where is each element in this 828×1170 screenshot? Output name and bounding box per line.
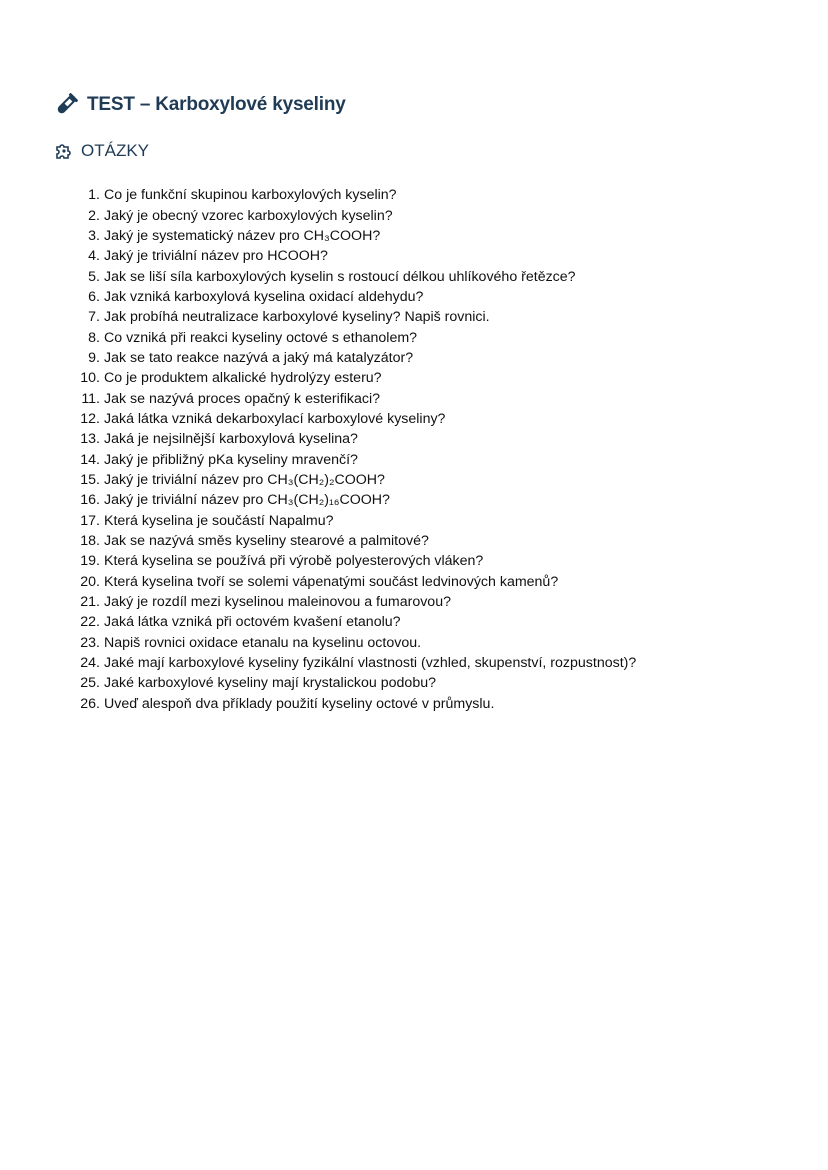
question-text: Jak se nazývá proces opačný k esterifikaci?	[104, 390, 380, 407]
question-text: Napiš rovnici oxidace etanalu na kyselinu octovou.	[104, 634, 422, 651]
question-item	[70, 226, 636, 246]
question-number: 21.	[80, 594, 100, 611]
question-item	[70, 531, 636, 551]
question-item	[70, 633, 636, 653]
question-number: 26.	[80, 695, 100, 712]
question-number: 5.	[88, 268, 100, 285]
question-item	[70, 592, 636, 612]
question-text: Jaký je triviální název pro HCOOH?	[104, 248, 328, 265]
question-item	[70, 287, 636, 307]
question-text: Co je produktem alkalické hydrolýzy esteru?	[104, 370, 382, 387]
test-tube-icon	[53, 92, 79, 118]
question-text: Jaký je rozdíl mezi kyselinou maleinovou a fumarovou?	[104, 594, 451, 611]
question-number: 11.	[81, 390, 100, 407]
question-text: Jaké karboxylové kyseliny mají krystalickou podobu?	[104, 675, 436, 692]
section-row	[53, 140, 149, 162]
question-number: 25.	[80, 675, 100, 692]
question-text: Která kyselina je součástí Napalmu?	[104, 512, 334, 529]
question-item	[70, 185, 636, 205]
question-item	[70, 449, 636, 469]
question-text: Jak probíhá neutralizace karboxylové kyseliny? Napiš rovnici.	[104, 309, 490, 326]
question-text: Jaký je triviální název pro CH₃(CH₂)₂COOH?	[104, 471, 385, 488]
question-number: 2.	[88, 207, 100, 224]
question-list	[70, 185, 636, 714]
question-number: 1.	[88, 187, 100, 204]
question-text: Která kyselina se používá při výrobě polyesterových vláken?	[104, 553, 484, 570]
question-text: Jak vzniká karboxylová kyselina oxidací aldehydu?	[104, 288, 424, 305]
question-text: Jaká látka vzniká při octovém kvašení etanolu?	[104, 614, 401, 631]
question-number: 4.	[88, 248, 100, 265]
question-text: Jaký je obecný vzorec karboxylových kyselin?	[104, 207, 393, 224]
question-text: Co vzniká při reakci kyseliny octové s ethanolem?	[104, 329, 418, 346]
question-item	[70, 551, 636, 571]
question-number: 15.	[80, 471, 100, 488]
question-item	[70, 348, 636, 368]
question-number: 9.	[88, 349, 100, 366]
question-number: 22.	[80, 614, 100, 631]
question-text: Jaký je přibližný pKa kyseliny mravenčí?	[104, 451, 358, 468]
question-number: 23.	[80, 634, 100, 651]
question-number: 17.	[80, 512, 100, 529]
question-item	[70, 673, 636, 693]
question-text: Jaká je nejsilnější karboxylová kyselina?	[104, 431, 358, 448]
question-text: Jaký je systematický název pro CH₃COOH?	[104, 227, 381, 244]
question-item	[70, 470, 636, 490]
question-text: Uveď alespoň dva příklady použití kyseliny octové v průmyslu.	[104, 695, 495, 712]
question-number: 14.	[80, 451, 100, 468]
title-row	[53, 92, 346, 118]
question-number: 19.	[80, 553, 100, 570]
question-number: 16.	[80, 492, 100, 509]
question-text: Která kyselina tvoří se solemi vápenatými součást ledvinových kamenů?	[104, 573, 559, 590]
question-item	[70, 429, 636, 449]
page-title: TEST – Karboxylové kyseliny	[87, 94, 346, 115]
section-heading: OTÁZKY	[81, 141, 150, 160]
question-number: 24.	[80, 655, 100, 672]
question-item	[70, 409, 636, 429]
question-item	[70, 612, 636, 632]
question-text: Jaký je triviální název pro CH₃(CH₂)₁₆COOH?	[104, 492, 390, 509]
question-item	[70, 246, 636, 266]
question-number: 10.	[80, 370, 100, 387]
question-number: 13.	[80, 431, 100, 448]
question-item	[70, 694, 636, 714]
question-text: Jak se nazývá směs kyseliny stearové a palmitové?	[104, 533, 429, 550]
question-item	[70, 653, 636, 673]
question-number: 12.	[80, 410, 100, 427]
question-text: Jak se liší síla karboxylových kyselin s rostoucí délkou uhlíkového řetězce?	[104, 268, 576, 285]
question-text: Jak se tato reakce nazývá a jaký má katalyzátor?	[104, 349, 414, 366]
question-item	[70, 205, 636, 225]
puzzle-icon	[53, 140, 75, 162]
question-item	[70, 368, 636, 388]
question-item	[70, 307, 636, 327]
question-item	[70, 572, 636, 592]
question-number: 7.	[88, 309, 100, 326]
question-item	[70, 327, 636, 347]
question-number: 18.	[80, 533, 100, 550]
question-number: 6.	[88, 288, 100, 305]
question-item	[70, 511, 636, 531]
question-item	[70, 490, 636, 510]
question-item	[70, 266, 636, 286]
question-number: 20.	[80, 573, 100, 590]
question-text: Co je funkční skupinou karboxylových kyselin?	[104, 187, 397, 204]
question-item	[70, 388, 636, 408]
question-number: 3.	[88, 227, 100, 244]
question-number: 8.	[88, 329, 100, 346]
question-text: Jaká látka vzniká dekarboxylací karboxylové kyseliny?	[104, 410, 446, 427]
question-text: Jaké mají karboxylové kyseliny fyzikální vlastnosti (vzhled, skupenství, rozpustnost)?	[104, 655, 637, 672]
